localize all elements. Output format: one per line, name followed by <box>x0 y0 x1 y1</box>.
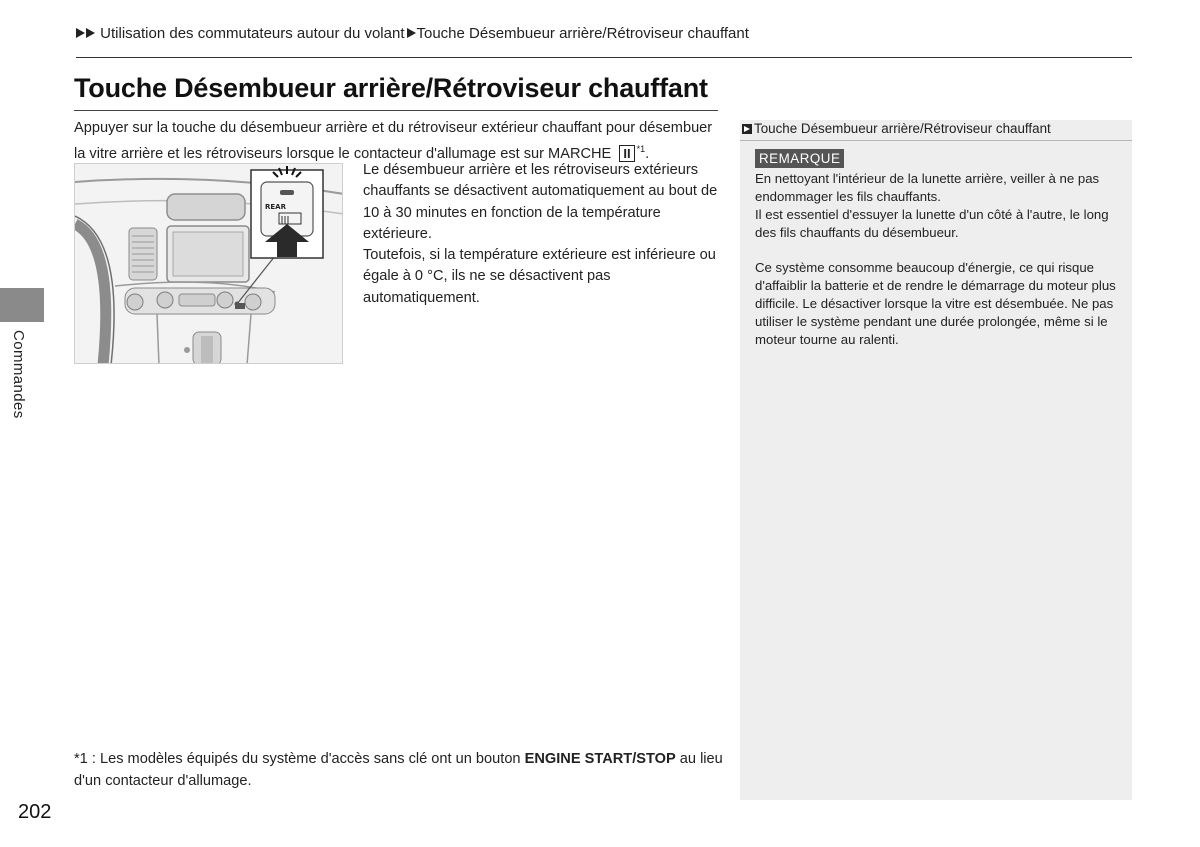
note-panel-heading-text: Touche Désembueur arrière/Rétroviseur chauffant <box>754 121 1051 136</box>
breadcrumb-arrow-icon <box>76 28 85 38</box>
ignition-position-symbol: II <box>619 145 634 162</box>
auto-off-paragraph-1: Le désembueur arrière et les rétroviseurs extérieurs chauffants se désactivent automatiquement au bout de 10 à 30 minutes en fonction de la température extérieure. <box>363 162 718 242</box>
dashboard-drawing-icon <box>75 164 343 364</box>
header-divider <box>76 57 1132 58</box>
section-tab-marker <box>0 288 44 322</box>
breadcrumb-arrow-icon <box>86 28 95 38</box>
note-text-2: Il est essentiel d'essuyer la lunette d'un côté à l'autre, le long des fils chauffants du désembueur. <box>755 207 1109 240</box>
dashboard-illustration <box>74 163 343 364</box>
title-divider <box>74 110 718 111</box>
section-tab-label[interactable]: Commandes <box>10 330 27 419</box>
breadcrumb <box>76 25 749 42</box>
note-panel-heading[interactable] <box>742 121 1051 136</box>
footnote-reference[interactable]: *1 <box>636 144 646 154</box>
page-number: 202 <box>18 801 52 823</box>
remark-badge: REMARQUE <box>755 149 844 168</box>
page-title: Touche Désembueur arrière/Rétroviseur chauffant <box>74 73 708 103</box>
reference-arrow-icon <box>742 124 752 134</box>
auto-off-paragraph-2: Toutefois, si la température extérieure est inférieure ou égale à 0 °C, ils ne se désactivent pas automatiquement. <box>363 247 716 306</box>
note-text-1: En nettoyant l'intérieur de la lunette arrière, veiller à ne pas endommager les fils chauffants. <box>755 171 1100 204</box>
rear-button-label: REAR <box>265 203 286 211</box>
intro-end: . <box>645 145 650 162</box>
footnote-bold-term: ENGINE START/STOP <box>524 751 676 767</box>
intro-paragraph <box>74 118 724 165</box>
breadcrumb-item-2: Touche Désembueur arrière/Rétroviseur chauffant <box>416 25 749 42</box>
footnote-prefix: *1 : Les modèles équipés du système d'accès sans clé ont un bouton <box>74 751 521 767</box>
breadcrumb-arrow-icon <box>407 28 416 38</box>
intro-text: Appuyer sur la touche du désembueur arrière et du rétroviseur extérieur chauffant pour désembuer la vitre arrière et les rétroviseurs lorsque le contacteur d'allumage est sur MARCHE <box>74 120 713 162</box>
note-text-3: Ce système consomme beaucoup d'énergie, ce qui risque d'affaiblir la batterie et de rendre le démarrage du moteur plus difficile. Le désactiver lorsque la vitre est désembuée. Ne pas utiliser le système pendant une durée prolongée, même si le moteur tourne au ralenti. <box>755 260 1116 347</box>
auto-off-description <box>363 160 723 309</box>
breadcrumb-item-1[interactable]: Utilisation des commutateurs autour du volant <box>100 25 405 42</box>
footnote <box>74 748 724 792</box>
footnote-suffix: au lieu d'un contacteur d'allumage. <box>74 751 723 789</box>
